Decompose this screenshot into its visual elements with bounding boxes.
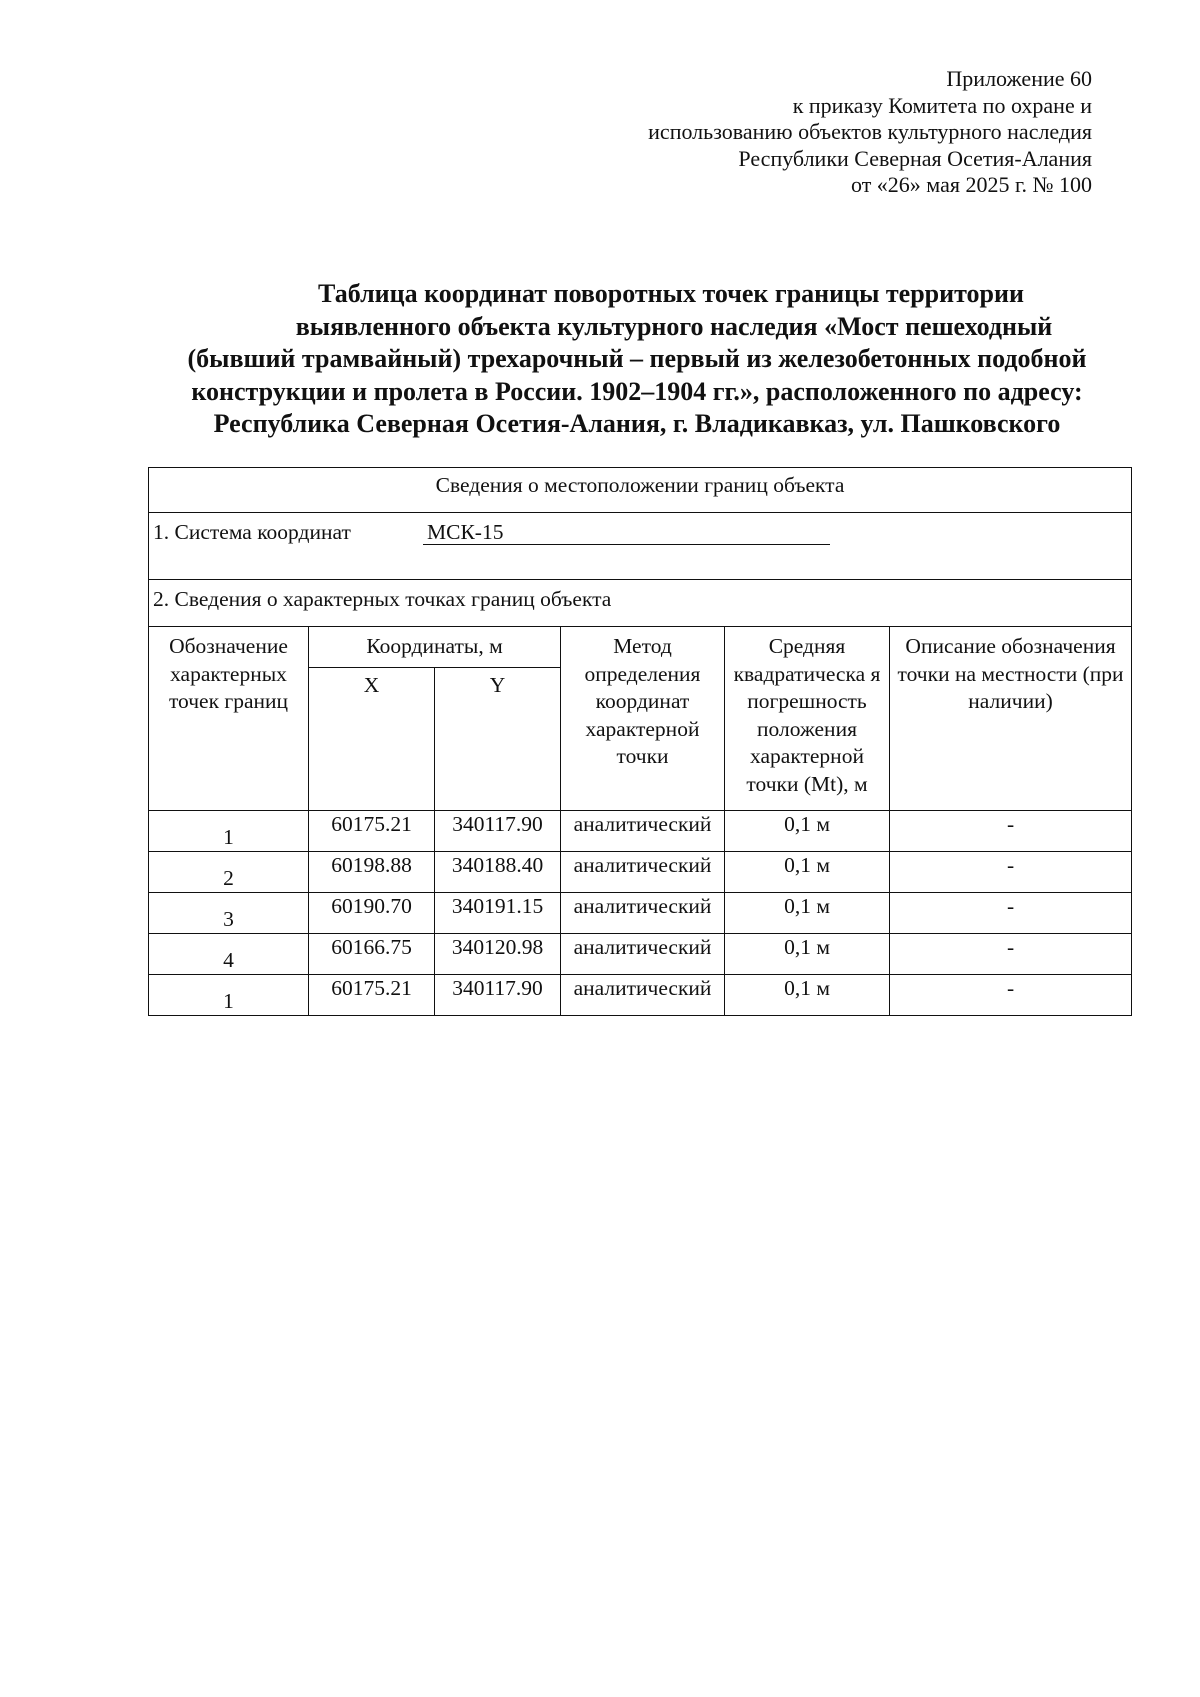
header-x: X [309,668,435,811]
method-cell: аналитический [561,811,725,852]
description-cell: - [890,811,1132,852]
x-cell: 60175.21 [309,975,435,1016]
points-title: 2. Сведения о характерных точках границ объекта [149,580,1132,627]
error-cell: 0,1 м [725,975,890,1016]
table-row [149,893,1132,934]
document-title [140,278,1134,441]
coord-system-cell [149,513,1132,580]
description-cell: - [890,852,1132,893]
error-cell: 0,1 м [725,934,890,975]
title-line: выявленного объекта культурного наследия «Мост пешеходный [295,311,1053,341]
appendix-line: к приказу Комитета по охране и [792,92,1092,118]
title-line: Таблица координат поворотных точек границы территории [318,279,1024,308]
appendix-header [648,66,1092,199]
title-line: конструкции и пролета в России. 1902–1904 гг.», расположенного по адресу: [191,376,1083,406]
table-row [149,934,1132,975]
table-row [149,811,1132,852]
method-cell: аналитический [561,934,725,975]
x-cell: 60198.88 [309,852,435,893]
title-line: Республика Северная Осетия-Алания, г. Владикавказ, ул. Пашковского [213,409,1061,438]
error-cell: 0,1 м [725,852,890,893]
x-cell: 60190.70 [309,893,435,934]
point-id-cell: 2 [149,852,309,893]
header-point-id: Обозначение характерных точек границ [149,627,309,811]
y-cell: 340191.15 [435,893,561,934]
table-row [149,975,1132,1016]
header-y: Y [435,668,561,811]
point-id-cell: 1 [149,811,309,852]
appendix-line: Приложение 60 [946,66,1092,91]
appendix-line: использованию объектов культурного наследия [648,119,1092,144]
header-coordinates: Координаты, м [309,627,561,668]
point-id-cell: 4 [149,934,309,975]
y-cell: 340117.90 [435,975,561,1016]
description-cell: - [890,893,1132,934]
y-cell: 340117.90 [435,811,561,852]
method-cell: аналитический [561,852,725,893]
point-id-cell: 3 [149,893,309,934]
coord-system-label: 1. Система координат [153,520,351,544]
y-cell: 340120.98 [435,934,561,975]
x-cell: 60175.21 [309,811,435,852]
table-row [149,852,1132,893]
appendix-line: от «26» мая 2025 г. № 100 [850,172,1092,197]
header-error: Средняя квадратическа я погрешность положения характерной точки (Mt), м [725,627,890,811]
description-cell: - [890,975,1132,1016]
point-id-cell: 1 [149,975,309,1016]
error-cell: 0,1 м [725,893,890,934]
coord-system-value: МСК-15 [423,520,830,545]
header-method: Метод определения координат характерной точки [561,627,725,811]
description-cell: - [890,934,1132,975]
x-cell: 60166.75 [309,934,435,975]
title-line: (бывший трамвайный) трехарочный – первый из железобетонных подобной [187,344,1087,373]
method-cell: аналитический [561,975,725,1016]
appendix-line: Республики Северная Осетия-Алания [738,145,1092,171]
y-cell: 340188.40 [435,852,561,893]
header-description: Описание обозначения точки на местности (при наличии) [890,627,1132,811]
section-title: Сведения о местоположении границ объекта [149,468,1132,513]
method-cell: аналитический [561,893,725,934]
error-cell: 0,1 м [725,811,890,852]
coordinates-table [148,467,1132,1016]
